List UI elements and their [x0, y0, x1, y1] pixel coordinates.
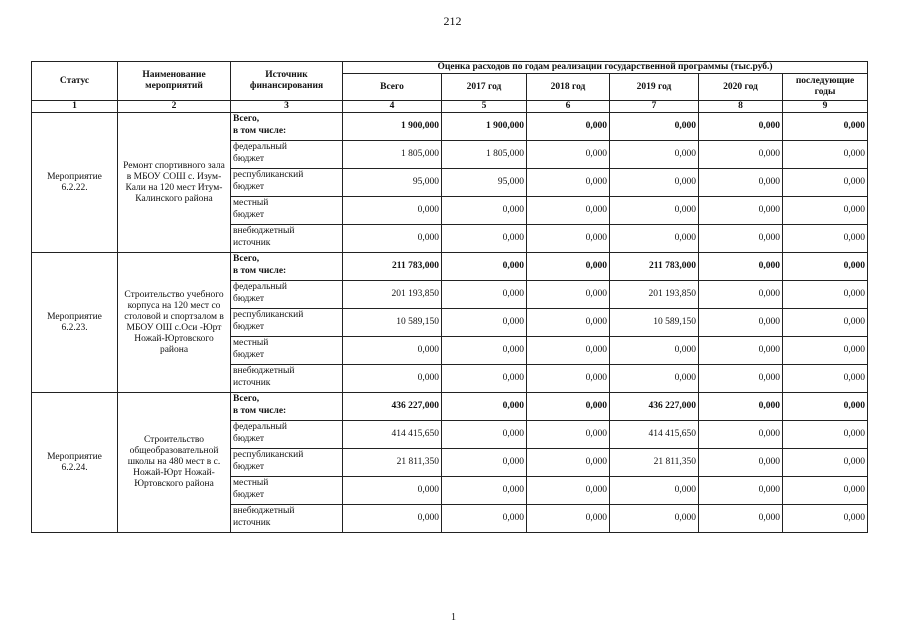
header-col-total: Всего [343, 74, 442, 101]
measure-name: Строительство общеобразовательной школы на 480 мест в с. Ножай-Юрт Ножай-Юртовского района [118, 393, 231, 533]
amount-cell: 0,000 [343, 337, 442, 365]
amount-cell: 0,000 [783, 337, 868, 365]
column-number: 9 [783, 101, 868, 113]
amount-cell: 0,000 [783, 421, 868, 449]
amount-cell: 436 227,000 [343, 393, 442, 421]
amount-cell: 0,000 [699, 281, 783, 309]
page-number: 212 [443, 14, 462, 28]
amount-cell: 0,000 [699, 309, 783, 337]
header-col-2018: 2018 год [527, 74, 610, 101]
amount-cell: 0,000 [610, 337, 699, 365]
measure-status: Мероприятие 6.2.22. [32, 113, 118, 253]
amount-cell: 0,000 [699, 505, 783, 533]
amount-cell: 0,000 [442, 281, 527, 309]
amount-cell: 0,000 [343, 225, 442, 253]
amount-cell: 1 805,000 [343, 141, 442, 169]
amount-cell: 0,000 [442, 253, 527, 281]
column-number: 1 [32, 101, 118, 113]
funding-source: внебюджетный источник [231, 225, 343, 253]
amount-cell: 1 900,000 [343, 113, 442, 141]
amount-cell: 0,000 [610, 169, 699, 197]
amount-cell: 0,000 [699, 337, 783, 365]
header-col-later: последующие годы [783, 74, 868, 101]
funding-source: местный бюджет [231, 197, 343, 225]
funding-source: федеральный бюджет [231, 141, 343, 169]
amount-cell: 0,000 [527, 113, 610, 141]
amount-cell: 0,000 [527, 449, 610, 477]
amount-cell: 0,000 [343, 505, 442, 533]
amount-cell: 0,000 [610, 365, 699, 393]
amount-cell: 211 783,000 [343, 253, 442, 281]
funding-source: федеральный бюджет [231, 281, 343, 309]
amount-cell: 0,000 [783, 281, 868, 309]
amount-cell: 0,000 [527, 309, 610, 337]
amount-cell: 0,000 [699, 393, 783, 421]
amount-cell: 10 589,150 [610, 309, 699, 337]
header-col-2017: 2017 год [442, 74, 527, 101]
header-name: Наименование мероприятий [118, 62, 231, 101]
amount-cell: 0,000 [783, 113, 868, 141]
amount-cell: 0,000 [527, 477, 610, 505]
amount-cell: 0,000 [610, 225, 699, 253]
amount-cell: 0,000 [442, 337, 527, 365]
funding-source: республиканский бюджет [231, 449, 343, 477]
amount-cell: 1 805,000 [442, 141, 527, 169]
column-number: 8 [699, 101, 783, 113]
amount-cell: 0,000 [343, 365, 442, 393]
measure-status: Мероприятие 6.2.23. [32, 253, 118, 393]
amount-cell: 0,000 [527, 253, 610, 281]
amount-cell: 21 811,350 [343, 449, 442, 477]
amount-cell: 201 193,850 [610, 281, 699, 309]
amount-cell: 0,000 [699, 477, 783, 505]
amount-cell: 0,000 [783, 169, 868, 197]
amount-cell: 414 415,650 [610, 421, 699, 449]
amount-cell: 0,000 [527, 197, 610, 225]
table-row [32, 393, 868, 421]
column-number: 5 [442, 101, 527, 113]
amount-cell: 0,000 [783, 477, 868, 505]
amount-cell: 0,000 [442, 449, 527, 477]
amount-cell: 0,000 [783, 365, 868, 393]
amount-cell: 0,000 [699, 197, 783, 225]
amount-cell: 0,000 [442, 477, 527, 505]
amount-cell: 0,000 [527, 505, 610, 533]
amount-cell: 0,000 [527, 337, 610, 365]
amount-cell: 0,000 [783, 505, 868, 533]
column-number: 6 [527, 101, 610, 113]
amount-cell: 0,000 [699, 253, 783, 281]
funding-source: республиканский бюджет [231, 169, 343, 197]
amount-cell: 0,000 [610, 505, 699, 533]
measure-name: Ремонт спортивного зала в МБОУ СОШ с. Изум-Кали на 120 мест Итум-Калинского района [118, 113, 231, 253]
amount-cell: 0,000 [442, 505, 527, 533]
funding-source: Всего, в том числе: [231, 253, 343, 281]
amount-cell: 0,000 [343, 477, 442, 505]
amount-cell: 0,000 [527, 281, 610, 309]
funding-source: федеральный бюджет [231, 421, 343, 449]
measure-name: Строительство учебного корпуса на 120 мест со столовой и спортзалом в МБОУ ОШ с.Оси -Юрт Ножай-Юртовского района [118, 253, 231, 393]
amount-cell: 0,000 [610, 197, 699, 225]
amount-cell: 0,000 [442, 421, 527, 449]
column-number: 7 [610, 101, 699, 113]
amount-cell: 0,000 [610, 477, 699, 505]
measure-status: Мероприятие 6.2.24. [32, 393, 118, 533]
amount-cell: 0,000 [527, 365, 610, 393]
footer-mark: 1 [451, 612, 456, 623]
amount-cell: 0,000 [343, 197, 442, 225]
amount-cell: 211 783,000 [610, 253, 699, 281]
expense-table [31, 61, 868, 533]
column-number: 2 [118, 101, 231, 113]
header-source: Источник финансирования [231, 62, 343, 101]
amount-cell: 21 811,350 [610, 449, 699, 477]
column-number: 3 [231, 101, 343, 113]
amount-cell: 0,000 [699, 113, 783, 141]
amount-cell: 0,000 [442, 225, 527, 253]
funding-source: республиканский бюджет [231, 309, 343, 337]
column-number: 4 [343, 101, 442, 113]
funding-source: Всего, в том числе: [231, 393, 343, 421]
amount-cell: 0,000 [442, 197, 527, 225]
amount-cell: 0,000 [527, 169, 610, 197]
amount-cell: 10 589,150 [343, 309, 442, 337]
amount-cell: 0,000 [699, 365, 783, 393]
amount-cell: 0,000 [783, 197, 868, 225]
amount-cell: 201 193,850 [343, 281, 442, 309]
funding-source: местный бюджет [231, 477, 343, 505]
amount-cell: 0,000 [442, 309, 527, 337]
amount-cell: 0,000 [442, 393, 527, 421]
header-estimate: Оценка расходов по годам реализации государственной программы (тыс.руб.) [343, 62, 868, 74]
amount-cell: 95,000 [442, 169, 527, 197]
table-body [32, 113, 868, 533]
amount-cell: 0,000 [783, 309, 868, 337]
funding-source: внебюджетный источник [231, 505, 343, 533]
funding-source: внебюджетный источник [231, 365, 343, 393]
amount-cell: 436 227,000 [610, 393, 699, 421]
amount-cell: 1 900,000 [442, 113, 527, 141]
amount-cell: 0,000 [610, 141, 699, 169]
amount-cell: 0,000 [783, 225, 868, 253]
amount-cell: 0,000 [699, 449, 783, 477]
amount-cell: 95,000 [343, 169, 442, 197]
amount-cell: 0,000 [699, 421, 783, 449]
header-col-2020: 2020 год [699, 74, 783, 101]
amount-cell: 414 415,650 [343, 421, 442, 449]
amount-cell: 0,000 [783, 449, 868, 477]
table-row [32, 113, 868, 141]
table-row [32, 253, 868, 281]
amount-cell: 0,000 [783, 253, 868, 281]
amount-cell: 0,000 [783, 393, 868, 421]
amount-cell: 0,000 [699, 169, 783, 197]
header-status: Статус [32, 62, 118, 101]
amount-cell: 0,000 [783, 141, 868, 169]
amount-cell: 0,000 [699, 141, 783, 169]
amount-cell: 0,000 [527, 225, 610, 253]
amount-cell: 0,000 [442, 365, 527, 393]
amount-cell: 0,000 [527, 421, 610, 449]
column-numbers-row [32, 101, 868, 113]
funding-source: Всего, в том числе: [231, 113, 343, 141]
amount-cell: 0,000 [527, 393, 610, 421]
funding-source: местный бюджет [231, 337, 343, 365]
amount-cell: 0,000 [610, 113, 699, 141]
amount-cell: 0,000 [527, 141, 610, 169]
header-col-2019: 2019 год [610, 74, 699, 101]
amount-cell: 0,000 [699, 225, 783, 253]
